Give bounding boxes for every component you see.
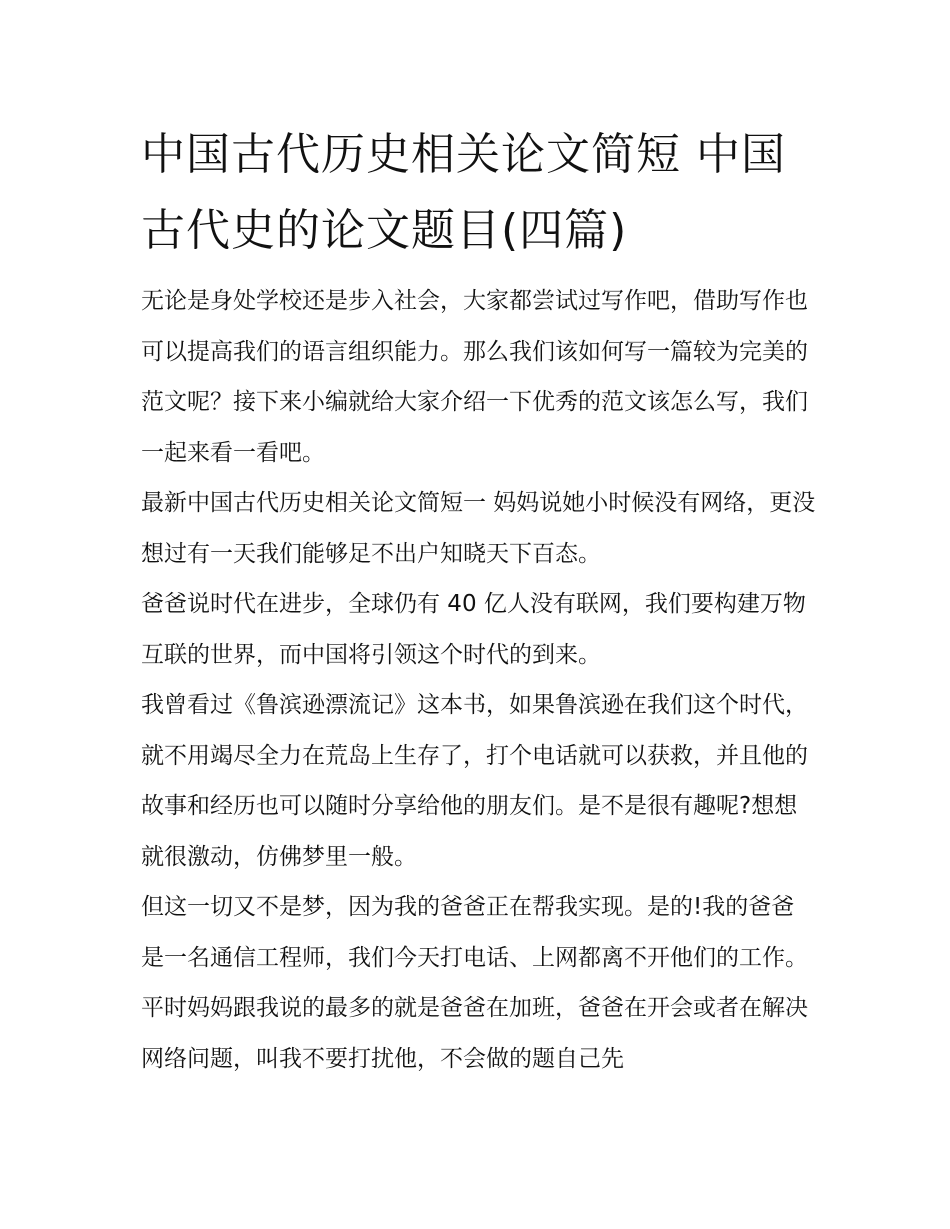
document-title: 中国古代历史相关论文简短 中国古代史的论文题目(四篇) [141, 129, 786, 256]
intro-paragraph: 无论是身处学校还是步入社会，大家都尝试过写作吧，借助写作也可以提高我们的语言组织能力。那么我们该如何写一篇较为完美的范文呢？接下来小编就给大家介绍一下优秀的范文该怎么写，我们一起来看一看吧。 [141, 288, 808, 466]
essay-paragraph: 我曾看过《鲁滨逊漂流记》这本书，如果鲁滨逊在我们这个时代，就不用竭尽全力在荒岛上生存了，打个电话就可以获救，并且他的故事和经历也可以随时分享给他的朋友们。是不是很有趣呢?想想就很激动，仿佛梦里一般。 [141, 692, 808, 870]
essay-paragraph: 最新中国古代历史相关论文简短一 妈妈说她小时候没有网络，更没想过有一天我们能够足不出户知晓天下百态。 [141, 490, 816, 567]
essay-paragraph: 但这一切又不是梦，因为我的爸爸正在帮我实现。是的!我的爸爸是一名通信工程师，我们今天打电话、上网都离不开他们的工作。平时妈妈跟我说的最多的就是爸爸在加班，爸爸在开会或者在解决网络问题，叫我不要打扰他，不会做的题自己先 [141, 894, 808, 1072]
essay-paragraph: 爸爸说时代在进步，全球仍有 40 亿人没有联网，我们要构建万物互联的世界，而中国将引领这个时代的到来。 [141, 591, 806, 668]
document-body [141, 117, 817, 1084]
